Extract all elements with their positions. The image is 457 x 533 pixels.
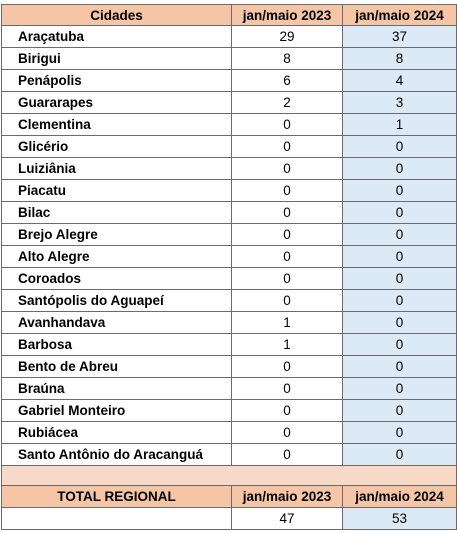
table-row bbox=[2, 312, 457, 334]
value-2023: 0 bbox=[232, 422, 343, 444]
header-row bbox=[2, 5, 457, 26]
value-2024: 0 bbox=[343, 224, 457, 246]
value-2023: 1 bbox=[232, 334, 343, 356]
total-header-row bbox=[2, 486, 457, 508]
table-row bbox=[2, 158, 457, 180]
table-row bbox=[2, 268, 457, 290]
total-value-2023: 47 bbox=[232, 508, 343, 530]
separator-row bbox=[2, 466, 457, 486]
value-2023: 0 bbox=[232, 114, 343, 136]
table-row bbox=[2, 356, 457, 378]
city-name: Santo Antônio do Aracanguá bbox=[2, 444, 232, 466]
header-2023: jan/maio 2023 bbox=[232, 5, 343, 26]
city-name: Bento de Abreu bbox=[2, 356, 232, 378]
city-name: Penápolis bbox=[2, 70, 232, 92]
city-name: Clementina bbox=[2, 114, 232, 136]
value-2023: 0 bbox=[232, 400, 343, 422]
value-2024: 0 bbox=[343, 158, 457, 180]
value-2024: 0 bbox=[343, 268, 457, 290]
value-2023: 1 bbox=[232, 312, 343, 334]
table-row bbox=[2, 70, 457, 92]
value-2024: 1 bbox=[343, 114, 457, 136]
total-blank-cell bbox=[2, 508, 232, 530]
value-2023: 0 bbox=[232, 356, 343, 378]
header-2024: jan/maio 2024 bbox=[343, 5, 457, 26]
table-row bbox=[2, 48, 457, 70]
value-2023: 0 bbox=[232, 444, 343, 466]
city-name: Alto Alegre bbox=[2, 246, 232, 268]
value-2024: 0 bbox=[343, 356, 457, 378]
value-2024: 0 bbox=[343, 180, 457, 202]
table-row bbox=[2, 422, 457, 444]
total-header-2024: jan/maio 2024 bbox=[343, 486, 457, 508]
value-2023: 6 bbox=[232, 70, 343, 92]
value-2024: 0 bbox=[343, 202, 457, 224]
cities-table bbox=[1, 4, 457, 530]
value-2023: 0 bbox=[232, 268, 343, 290]
value-2023: 29 bbox=[232, 26, 343, 48]
city-name: Barbosa bbox=[2, 334, 232, 356]
value-2024: 3 bbox=[343, 92, 457, 114]
city-name: Birigui bbox=[2, 48, 232, 70]
city-name: Glicério bbox=[2, 136, 232, 158]
table-row bbox=[2, 92, 457, 114]
value-2024: 0 bbox=[343, 246, 457, 268]
total-header-2023: jan/maio 2023 bbox=[232, 486, 343, 508]
value-2024: 0 bbox=[343, 312, 457, 334]
table-row bbox=[2, 290, 457, 312]
city-name: Braúna bbox=[2, 378, 232, 400]
separator-band bbox=[2, 466, 457, 486]
total-value-2024: 53 bbox=[343, 508, 457, 530]
table-row bbox=[2, 334, 457, 356]
table-row bbox=[2, 202, 457, 224]
city-name: Gabriel Monteiro bbox=[2, 400, 232, 422]
table-row bbox=[2, 114, 457, 136]
city-name: Avanhandava bbox=[2, 312, 232, 334]
city-name: Santópolis do Aguapeí bbox=[2, 290, 232, 312]
city-name: Luiziânia bbox=[2, 158, 232, 180]
value-2024: 37 bbox=[343, 26, 457, 48]
table-row bbox=[2, 444, 457, 466]
value-2023: 0 bbox=[232, 180, 343, 202]
value-2023: 0 bbox=[232, 136, 343, 158]
city-name: Coroados bbox=[2, 268, 232, 290]
table-row bbox=[2, 378, 457, 400]
table-row bbox=[2, 180, 457, 202]
total-label: TOTAL REGIONAL bbox=[2, 486, 232, 508]
value-2024: 0 bbox=[343, 378, 457, 400]
city-name: Rubiácea bbox=[2, 422, 232, 444]
value-2024: 0 bbox=[343, 136, 457, 158]
city-name: Guararapes bbox=[2, 92, 232, 114]
value-2024: 0 bbox=[343, 290, 457, 312]
total-values-row bbox=[2, 508, 457, 530]
city-name: Bilac bbox=[2, 202, 232, 224]
value-2023: 0 bbox=[232, 158, 343, 180]
value-2024: 0 bbox=[343, 422, 457, 444]
value-2024: 0 bbox=[343, 400, 457, 422]
table-row bbox=[2, 400, 457, 422]
table-row bbox=[2, 26, 457, 48]
city-name: Araçatuba bbox=[2, 26, 232, 48]
value-2024: 0 bbox=[343, 334, 457, 356]
value-2023: 0 bbox=[232, 246, 343, 268]
table-row bbox=[2, 136, 457, 158]
value-2023: 0 bbox=[232, 290, 343, 312]
value-2023: 0 bbox=[232, 378, 343, 400]
value-2024: 8 bbox=[343, 48, 457, 70]
value-2023: 8 bbox=[232, 48, 343, 70]
value-2023: 0 bbox=[232, 202, 343, 224]
value-2024: 0 bbox=[343, 444, 457, 466]
value-2024: 4 bbox=[343, 70, 457, 92]
value-2023: 0 bbox=[232, 224, 343, 246]
city-name: Piacatu bbox=[2, 180, 232, 202]
header-cidades: Cidades bbox=[2, 5, 232, 26]
table-row bbox=[2, 224, 457, 246]
city-name: Brejo Alegre bbox=[2, 224, 232, 246]
value-2023: 2 bbox=[232, 92, 343, 114]
table-row bbox=[2, 246, 457, 268]
